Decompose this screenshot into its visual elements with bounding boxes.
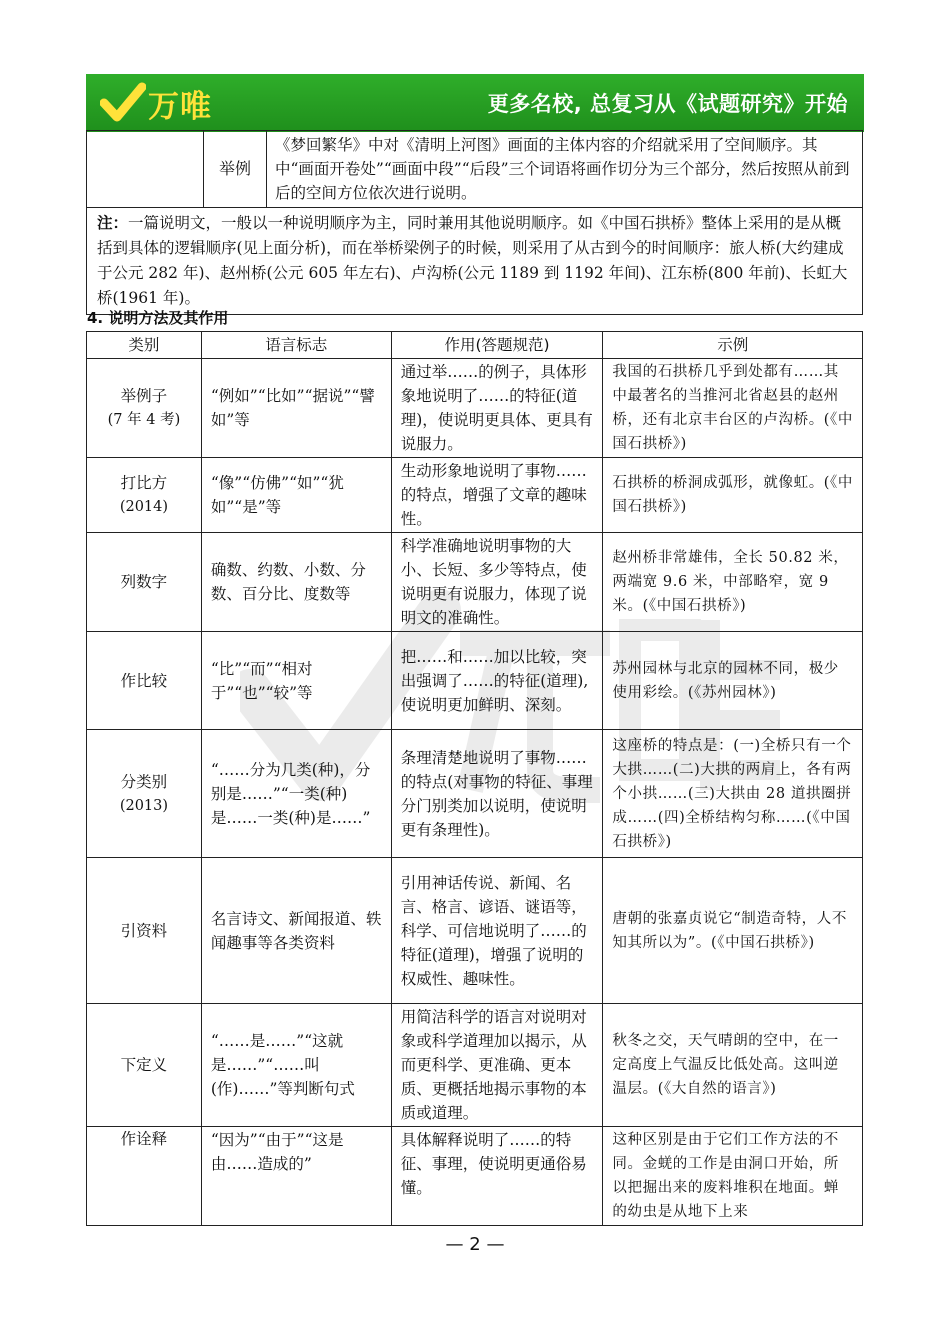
header-marker: 语言标志 bbox=[201, 332, 391, 359]
effect-cell: 用简洁科学的语言对说明对象或科学道理加以揭示，从而更科学、更准确、更本质、更概括地揭示事物的本质或道理。 bbox=[391, 1004, 603, 1127]
example-cell: 苏州园林与北京的园林不同，极少使用彩绘。(《苏州园林》) bbox=[603, 632, 863, 730]
effect-cell: 生动形象地说明了事物……的特点，增强了文章的趣味性。 bbox=[391, 458, 603, 533]
table-row bbox=[87, 858, 863, 1004]
table-row bbox=[87, 1004, 863, 1127]
table-row bbox=[87, 458, 863, 533]
category-cell: 作诠释 bbox=[87, 1127, 202, 1226]
marker-cell: “……分为几类(种)，分别是……”“一类(种)是……一类(种)是……” bbox=[201, 730, 391, 858]
example-cell: 秋冬之交，天气晴朗的空中，在一定高度上气温反比低处高。这叫逆温层。(《大自然的语言》) bbox=[603, 1004, 863, 1127]
marker-cell: “比”“而”“相对于”“也”“较”等 bbox=[201, 632, 391, 730]
category-cell: 作比较 bbox=[87, 632, 202, 730]
blank-cell bbox=[87, 131, 204, 208]
example-text: 《梦回繁华》中对《清明上河图》画面的主体内容的介绍就采用了空间顺序。其中“画面开卷处”“画面中段”“后段”三个词语将画作切分为三个部分，然后按照从前到后的空间方位依次进行说明。 bbox=[267, 131, 863, 208]
note-text: 一篇说明文，一般以一种说明顺序为主，同时兼用其他说明顺序。如《中国石拱桥》整体上采用的是从概括到具体的逻辑顺序(见上面分析)，而在举桥梁例子的时候，则采用了从古到今的时间顺序：旅人桥(大约建成于公元 282 年)、赵州桥(公元 605 年左右)、卢沟桥(公元 1189 到 1192 年间)、江东桥(800 年前)、长虹大桥(1961 年)。 bbox=[97, 214, 848, 307]
header-slogan: 更多名校, 总复习从《试题研究》开始 bbox=[487, 92, 848, 116]
page-number: — 2 — bbox=[445, 1234, 505, 1255]
order-example-table bbox=[86, 130, 863, 315]
table-row bbox=[87, 730, 863, 858]
table-row bbox=[87, 1127, 863, 1226]
example-cell: 这座桥的特点是：(一)全桥只有一个大拱……(二)大拱的两肩上，各有两个小拱……(三)大拱由 28 道拱圈拼成……(四)全桥结构匀称……(《中国石拱桥》) bbox=[603, 730, 863, 858]
effect-cell: 条理清楚地说明了事物……的特点(对事物的特征、事理分门别类加以说明，使说明更有条理性)。 bbox=[391, 730, 603, 858]
header-banner bbox=[86, 74, 864, 132]
category-cell: 列数字 bbox=[87, 533, 202, 632]
logo-text: 万唯 bbox=[148, 88, 212, 125]
table-row bbox=[87, 533, 863, 632]
example-cell: 这种区别是由于它们工作方法的不同。金蜣的工作是由洞口开始，所以把掘出来的废料堆积在地面。蝉的幼虫是从地下上来 bbox=[603, 1127, 863, 1226]
example-cell: 赵州桥非常雄伟，全长 50.82 米，两端宽 9.6 米，中部略窄，宽 9 米。(《中国石拱桥》) bbox=[603, 533, 863, 632]
effect-cell: 引用神话传说、新闻、名言、格言、谚语、谜语等，科学、可信地说明了……的特征(道理)，增强了说明的权威性、趣味性。 bbox=[391, 858, 603, 1004]
effect-cell: 具体解释说明了……的特征、事理，使说明更通俗易懂。 bbox=[391, 1127, 603, 1226]
example-cell: 唐朝的张嘉贞说它“制造奇特，人不知其所以为”。(《中国石拱桥》) bbox=[603, 858, 863, 1004]
methods-table bbox=[86, 331, 863, 1226]
note-cell bbox=[87, 208, 863, 315]
category-cell: 下定义 bbox=[87, 1004, 202, 1127]
example-label: 举例 bbox=[204, 131, 267, 208]
category-cell: 引资料 bbox=[87, 858, 202, 1004]
brand-logo bbox=[100, 81, 212, 126]
category-cell: 打比方 (2014) bbox=[87, 458, 202, 533]
effect-cell: 把……和……加以比较，突出强调了……的特征(道理), 使说明更加鲜明、深刻。 bbox=[391, 632, 603, 730]
marker-cell: 确数、约数、小数、分数、百分比、度数等 bbox=[201, 533, 391, 632]
marker-cell: “因为”“由于”“这是由……造成的” bbox=[201, 1127, 391, 1226]
note-label: 注： bbox=[97, 214, 129, 232]
category-cell: 分类别 (2013) bbox=[87, 730, 202, 858]
header-effect: 作用(答题规范) bbox=[391, 332, 603, 359]
header-example: 示例 bbox=[603, 332, 863, 359]
example-cell: 石拱桥的桥洞成弧形，就像虹。(《中国石拱桥》) bbox=[603, 458, 863, 533]
table-row bbox=[87, 632, 863, 730]
example-cell: 我国的石拱桥几乎到处都有……其中最著名的当推河北省赵县的赵州桥，还有北京丰台区的卢沟桥。(《中国石拱桥》) bbox=[603, 359, 863, 458]
category-cell: 举例子 (7 年 4 考) bbox=[87, 359, 202, 458]
table-header-row bbox=[87, 332, 863, 359]
effect-cell: 科学准确地说明事物的大小、长短、多少等特点，使说明更有说服力，体现了说明文的准确性。 bbox=[391, 533, 603, 632]
table-row bbox=[87, 359, 863, 458]
marker-cell: “例如”“比如”“据说”“譬如”等 bbox=[201, 359, 391, 458]
marker-cell: “……是……”“这就是……”“……叫(作)……”等判断句式 bbox=[201, 1004, 391, 1127]
effect-cell: 通过举……的例子，具体形象地说明了……的特征(道理)，使说明更具体、更具有说服力。 bbox=[391, 359, 603, 458]
marker-cell: “像”“仿佛”“如”“犹如”“是”等 bbox=[201, 458, 391, 533]
checkmark-icon bbox=[100, 81, 146, 125]
section-title: 4. 说明方法及其作用 bbox=[87, 309, 229, 327]
header-category: 类别 bbox=[87, 332, 202, 359]
marker-cell: 名言诗文、新闻报道、轶闻趣事等各类资料 bbox=[201, 858, 391, 1004]
